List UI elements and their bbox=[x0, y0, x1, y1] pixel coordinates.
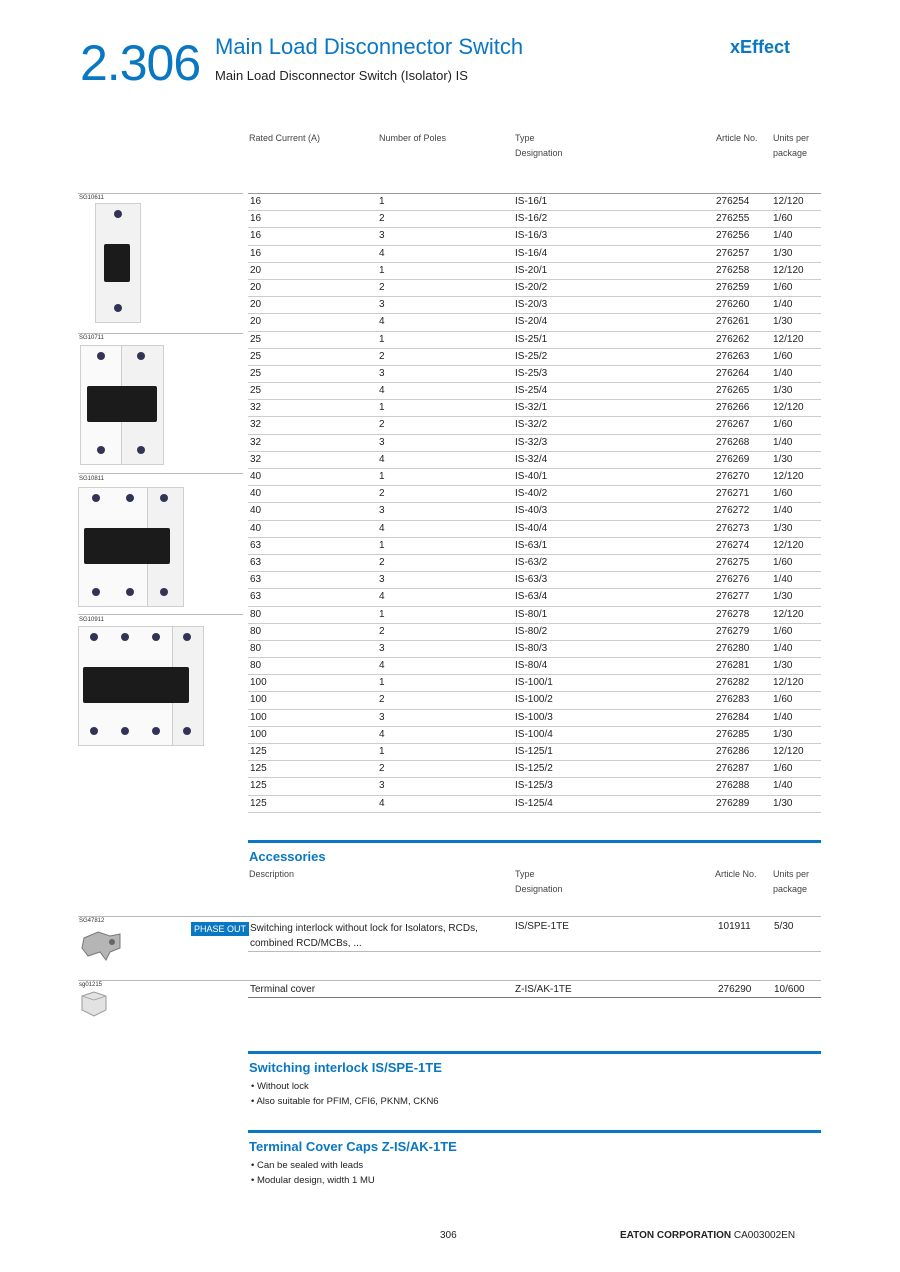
type-cell: IS-20/2 bbox=[515, 281, 548, 293]
accessory-type: IS/SPE-1TE bbox=[515, 921, 569, 932]
image-code: SG10711 bbox=[79, 335, 104, 341]
article-cell: 276278 bbox=[716, 608, 750, 620]
units-cell: 12/120 bbox=[773, 539, 804, 551]
table-row bbox=[248, 658, 821, 675]
units-cell: 1/60 bbox=[773, 556, 793, 568]
type-cell: IS-25/4 bbox=[515, 385, 548, 397]
type-cell: IS-32/2 bbox=[515, 419, 548, 431]
rated-current-cell: 32 bbox=[250, 419, 262, 431]
poles-cell: 4 bbox=[379, 728, 385, 740]
type-cell: IS-80/3 bbox=[515, 642, 548, 654]
type-cell: IS-100/2 bbox=[515, 694, 553, 706]
units-cell: 1/30 bbox=[773, 660, 793, 672]
poles-cell: 2 bbox=[379, 488, 385, 500]
type-cell: IS-40/2 bbox=[515, 488, 548, 500]
type-cell: IS-20/1 bbox=[515, 264, 548, 276]
table-row bbox=[248, 435, 821, 452]
article-cell: 276280 bbox=[716, 642, 750, 654]
units-cell: 1/60 bbox=[773, 763, 793, 775]
table-row bbox=[248, 641, 821, 658]
type-cell: IS-100/1 bbox=[515, 677, 553, 689]
table-row bbox=[248, 744, 821, 761]
rated-current-cell: 125 bbox=[250, 763, 267, 775]
article-cell: 276282 bbox=[716, 677, 750, 689]
type-cell: IS-20/3 bbox=[515, 299, 548, 311]
image-divider bbox=[78, 614, 243, 615]
rated-current-cell: 100 bbox=[250, 677, 267, 689]
type-cell: IS-63/3 bbox=[515, 574, 548, 586]
article-cell: 276261 bbox=[716, 316, 750, 328]
type-cell: IS-16/1 bbox=[515, 196, 548, 207]
rated-current-cell: 125 bbox=[250, 746, 267, 757]
units-cell: 12/120 bbox=[773, 677, 804, 689]
poles-cell: 2 bbox=[379, 350, 385, 362]
article-cell: 276265 bbox=[716, 385, 750, 397]
article-cell: 276285 bbox=[716, 728, 750, 740]
units-cell: 1/40 bbox=[773, 642, 793, 654]
article-cell: 276289 bbox=[716, 797, 750, 809]
rated-current-cell: 40 bbox=[250, 505, 262, 517]
type-cell: IS-32/4 bbox=[515, 453, 548, 465]
list-item-text: Can be sealed with leads bbox=[256, 1160, 364, 1171]
rated-current-cell: 63 bbox=[250, 591, 262, 603]
header-poles: Number of Poles bbox=[379, 133, 447, 143]
accessory-divider bbox=[78, 980, 821, 981]
rated-current-cell: 80 bbox=[250, 608, 262, 620]
type-cell: IS-20/4 bbox=[515, 316, 548, 328]
rated-current-cell: 80 bbox=[250, 625, 262, 637]
list-item-text: Also suitable for PFIM, CFI6, PKNM, CKN6 bbox=[256, 1096, 439, 1107]
table-row bbox=[248, 555, 821, 572]
acc-header-type-line2: Designation bbox=[515, 884, 563, 894]
header-units-line1: Units per bbox=[773, 133, 810, 143]
type-cell: IS-100/4 bbox=[515, 728, 553, 740]
units-cell: 1/40 bbox=[773, 367, 793, 379]
rated-current-cell: 63 bbox=[250, 556, 262, 568]
rated-current-cell: 63 bbox=[250, 574, 262, 586]
acc-header-description: Description bbox=[249, 869, 295, 879]
poles-cell: 3 bbox=[379, 711, 385, 723]
table-row bbox=[248, 469, 821, 486]
page-number: 306 bbox=[440, 1230, 457, 1241]
poles-cell: 4 bbox=[379, 522, 385, 534]
cover-bullets bbox=[251, 1158, 375, 1188]
units-cell: 1/60 bbox=[773, 213, 793, 225]
article-cell: 276288 bbox=[716, 780, 750, 792]
units-cell: 1/30 bbox=[773, 316, 793, 328]
units-cell: 1/40 bbox=[773, 574, 793, 586]
list-item-text: Modular design, width 1 MU bbox=[256, 1175, 375, 1186]
type-cell: IS-32/3 bbox=[515, 436, 548, 448]
terminal-cover-image bbox=[80, 990, 108, 1018]
table-row bbox=[248, 263, 821, 280]
type-cell: IS-40/4 bbox=[515, 522, 548, 534]
list-item: • Can be sealed with leads bbox=[251, 1160, 364, 1171]
article-cell: 276270 bbox=[716, 471, 750, 482]
table-row bbox=[248, 710, 821, 727]
accessory-divider bbox=[78, 916, 821, 917]
list-item: • Also suitable for PFIM, CFI6, PKNM, CKN6 bbox=[251, 1096, 439, 1107]
poles-cell: 1 bbox=[379, 196, 385, 207]
poles-cell: 1 bbox=[379, 402, 385, 414]
table-row bbox=[248, 589, 821, 606]
type-cell: IS-16/2 bbox=[515, 213, 548, 225]
type-cell: IS-32/1 bbox=[515, 402, 548, 414]
poles-cell: 1 bbox=[379, 264, 385, 276]
rated-current-cell: 16 bbox=[250, 247, 262, 259]
units-cell: 12/120 bbox=[773, 264, 804, 276]
type-cell: IS-40/1 bbox=[515, 471, 548, 482]
type-cell: IS-16/3 bbox=[515, 230, 548, 242]
rated-current-cell: 25 bbox=[250, 350, 262, 362]
table-row bbox=[248, 314, 821, 331]
rated-current-cell: 16 bbox=[250, 196, 262, 207]
accessory-article: 276290 bbox=[718, 984, 752, 995]
rated-current-cell: 20 bbox=[250, 316, 262, 328]
units-cell: 1/40 bbox=[773, 436, 793, 448]
units-cell: 12/120 bbox=[773, 471, 804, 482]
poles-cell: 4 bbox=[379, 385, 385, 397]
poles-cell: 4 bbox=[379, 660, 385, 672]
article-cell: 276256 bbox=[716, 230, 750, 242]
switch-4p-image bbox=[78, 626, 204, 746]
table-row bbox=[248, 761, 821, 778]
image-divider bbox=[78, 193, 243, 194]
rated-current-cell: 80 bbox=[250, 660, 262, 672]
image-code: SG10611 bbox=[79, 195, 104, 201]
list-item: • Without lock bbox=[251, 1081, 309, 1092]
type-cell: IS-63/2 bbox=[515, 556, 548, 568]
type-cell: IS-100/3 bbox=[515, 711, 553, 723]
poles-cell: 2 bbox=[379, 625, 385, 637]
units-cell: 1/60 bbox=[773, 350, 793, 362]
table-row bbox=[248, 572, 821, 589]
article-cell: 276284 bbox=[716, 711, 750, 723]
table-row bbox=[248, 675, 821, 692]
switch-2p-image bbox=[80, 345, 164, 465]
poles-cell: 2 bbox=[379, 419, 385, 431]
poles-cell: 3 bbox=[379, 574, 385, 586]
image-code: sg01215 bbox=[79, 982, 103, 988]
rated-current-cell: 20 bbox=[250, 264, 262, 276]
company-name: EATON CORPORATION bbox=[620, 1230, 732, 1241]
footer-company bbox=[620, 1230, 795, 1241]
type-cell: IS-63/1 bbox=[515, 539, 548, 551]
units-cell: 12/120 bbox=[773, 196, 804, 207]
poles-cell: 3 bbox=[379, 642, 385, 654]
header-article: Article No. bbox=[716, 133, 758, 143]
rated-current-cell: 25 bbox=[250, 385, 262, 397]
section-number: 2.306 bbox=[80, 35, 201, 91]
article-cell: 276272 bbox=[716, 505, 750, 517]
type-cell: IS-125/3 bbox=[515, 780, 553, 792]
table-row bbox=[248, 228, 821, 245]
article-cell: 276271 bbox=[716, 488, 750, 500]
header-units-line2: package bbox=[773, 148, 808, 158]
brand-label: xEffect bbox=[730, 37, 791, 57]
phase-out-badge: PHASE OUT bbox=[191, 922, 249, 936]
article-cell: 276281 bbox=[716, 660, 750, 672]
rated-current-cell: 63 bbox=[250, 539, 262, 551]
table-row bbox=[248, 383, 821, 400]
table-row bbox=[248, 521, 821, 538]
units-cell: 1/30 bbox=[773, 247, 793, 259]
article-cell: 276267 bbox=[716, 419, 750, 431]
header-type-line2: Designation bbox=[515, 148, 563, 158]
units-cell: 12/120 bbox=[773, 608, 804, 620]
units-cell: 12/120 bbox=[773, 746, 804, 757]
table-row bbox=[248, 194, 821, 211]
interlock-image bbox=[80, 928, 124, 962]
rated-current-cell: 25 bbox=[250, 367, 262, 379]
poles-cell: 2 bbox=[379, 556, 385, 568]
article-cell: 276255 bbox=[716, 213, 750, 225]
page-subtitle: Main Load Disconnector Switch (Isolator) IS bbox=[215, 68, 468, 83]
table-row bbox=[248, 246, 821, 263]
poles-cell: 1 bbox=[379, 746, 385, 757]
article-cell: 276274 bbox=[716, 539, 750, 551]
table-row bbox=[248, 692, 821, 709]
article-cell: 276262 bbox=[716, 333, 750, 345]
rated-current-cell: 32 bbox=[250, 402, 262, 414]
article-cell: 276276 bbox=[716, 574, 750, 586]
article-cell: 276279 bbox=[716, 625, 750, 637]
poles-cell: 3 bbox=[379, 367, 385, 379]
rated-current-cell: 100 bbox=[250, 711, 267, 723]
table-row bbox=[248, 332, 821, 349]
accessory-units: 10/600 bbox=[774, 984, 805, 995]
poles-cell: 1 bbox=[379, 333, 385, 345]
units-cell: 1/60 bbox=[773, 694, 793, 706]
accessories-heading: Accessories bbox=[249, 849, 326, 864]
poles-cell: 4 bbox=[379, 316, 385, 328]
cover-rule bbox=[248, 1130, 821, 1133]
rated-current-cell: 80 bbox=[250, 642, 262, 654]
type-cell: IS-80/2 bbox=[515, 625, 548, 637]
interlock-rule bbox=[248, 1051, 821, 1054]
table-row bbox=[248, 538, 821, 555]
header-type-line1: Type bbox=[515, 133, 535, 143]
list-item-text: Without lock bbox=[256, 1081, 309, 1092]
units-cell: 1/40 bbox=[773, 711, 793, 723]
product-table bbox=[248, 193, 821, 813]
acc-header-units-line1: Units per bbox=[773, 869, 810, 879]
table-row bbox=[248, 727, 821, 744]
accessory-article: 101911 bbox=[718, 921, 751, 932]
table-row bbox=[248, 349, 821, 366]
poles-cell: 4 bbox=[379, 247, 385, 259]
poles-cell: 3 bbox=[379, 299, 385, 311]
units-cell: 1/30 bbox=[773, 453, 793, 465]
rated-current-cell: 20 bbox=[250, 281, 262, 293]
units-cell: 1/40 bbox=[773, 230, 793, 242]
table-row bbox=[248, 280, 821, 297]
image-code: SG10811 bbox=[79, 476, 104, 482]
units-cell: 1/30 bbox=[773, 522, 793, 534]
units-cell: 1/40 bbox=[773, 780, 793, 792]
table-row bbox=[248, 297, 821, 314]
accessory-desc-line2: combined RCD/MCBs, ... bbox=[250, 938, 362, 949]
rated-current-cell: 40 bbox=[250, 488, 262, 500]
article-cell: 276254 bbox=[716, 196, 750, 207]
article-cell: 276275 bbox=[716, 556, 750, 568]
image-divider bbox=[78, 333, 243, 334]
type-cell: IS-25/2 bbox=[515, 350, 548, 362]
image-divider bbox=[78, 473, 243, 474]
units-cell: 1/40 bbox=[773, 505, 793, 517]
acc-header-type-line1: Type bbox=[515, 869, 535, 879]
acc-header-units bbox=[773, 867, 809, 897]
table-row bbox=[248, 452, 821, 469]
accessories-rule bbox=[248, 840, 821, 843]
table-row bbox=[248, 796, 821, 813]
cover-heading: Terminal Cover Caps Z-IS/AK-1TE bbox=[249, 1139, 457, 1154]
table-row bbox=[248, 486, 821, 503]
accessory-units: 5/30 bbox=[774, 921, 794, 932]
poles-cell: 4 bbox=[379, 591, 385, 603]
units-cell: 1/60 bbox=[773, 419, 793, 431]
accessory-divider bbox=[248, 997, 821, 998]
poles-cell: 4 bbox=[379, 453, 385, 465]
header-units bbox=[773, 131, 809, 161]
article-cell: 276277 bbox=[716, 591, 750, 603]
interlock-heading: Switching interlock IS/SPE-1TE bbox=[249, 1060, 442, 1075]
type-cell: IS-125/1 bbox=[515, 746, 553, 757]
type-cell: IS-63/4 bbox=[515, 591, 548, 603]
image-code: SG10911 bbox=[79, 617, 104, 623]
acc-header-units-line2: package bbox=[773, 884, 808, 894]
type-cell: IS-125/4 bbox=[515, 797, 553, 809]
table-row bbox=[248, 624, 821, 641]
header-rated-current: Rated Current (A) bbox=[249, 133, 321, 143]
poles-cell: 2 bbox=[379, 281, 385, 293]
poles-cell: 1 bbox=[379, 471, 385, 482]
acc-header-article: Article No. bbox=[715, 869, 757, 879]
article-cell: 276286 bbox=[716, 746, 750, 757]
units-cell: 1/60 bbox=[773, 281, 793, 293]
rated-current-cell: 32 bbox=[250, 453, 262, 465]
switch-1p-image bbox=[95, 203, 141, 323]
article-cell: 276260 bbox=[716, 299, 750, 311]
rated-current-cell: 125 bbox=[250, 797, 267, 809]
article-cell: 276283 bbox=[716, 694, 750, 706]
article-cell: 276273 bbox=[716, 522, 750, 534]
accessory-divider bbox=[248, 951, 821, 952]
doc-code: CA003002EN bbox=[733, 1230, 796, 1241]
poles-cell: 2 bbox=[379, 213, 385, 225]
accessory-type: Z-IS/AK-1TE bbox=[515, 984, 572, 995]
poles-cell: 1 bbox=[379, 608, 385, 620]
article-cell: 276259 bbox=[716, 281, 750, 293]
poles-cell: 3 bbox=[379, 230, 385, 242]
poles-cell: 1 bbox=[379, 539, 385, 551]
article-cell: 276258 bbox=[716, 264, 750, 276]
units-cell: 1/30 bbox=[773, 728, 793, 740]
table-row bbox=[248, 211, 821, 228]
type-cell: IS-25/3 bbox=[515, 367, 548, 379]
units-cell: 1/60 bbox=[773, 488, 793, 500]
article-cell: 276257 bbox=[716, 247, 750, 259]
type-cell: IS-125/2 bbox=[515, 763, 553, 775]
poles-cell: 2 bbox=[379, 763, 385, 775]
table-row bbox=[248, 366, 821, 383]
article-cell: 276287 bbox=[716, 763, 750, 775]
switch-3p-image bbox=[78, 487, 184, 607]
rated-current-cell: 25 bbox=[250, 333, 262, 345]
units-cell: 12/120 bbox=[773, 402, 804, 414]
accessory-desc: Terminal cover bbox=[250, 984, 316, 995]
rated-current-cell: 40 bbox=[250, 522, 262, 534]
table-row bbox=[248, 607, 821, 624]
article-cell: 276269 bbox=[716, 453, 750, 465]
units-cell: 1/60 bbox=[773, 625, 793, 637]
poles-cell: 2 bbox=[379, 694, 385, 706]
poles-cell: 3 bbox=[379, 780, 385, 792]
type-cell: IS-80/4 bbox=[515, 660, 548, 672]
units-cell: 1/30 bbox=[773, 385, 793, 397]
type-cell: IS-80/1 bbox=[515, 608, 548, 620]
rated-current-cell: 40 bbox=[250, 471, 262, 482]
article-cell: 276268 bbox=[716, 436, 750, 448]
page-title: Main Load Disconnector Switch bbox=[215, 34, 524, 59]
rated-current-cell: 125 bbox=[250, 780, 267, 792]
rated-current-cell: 100 bbox=[250, 694, 267, 706]
type-cell: IS-16/4 bbox=[515, 247, 548, 259]
units-cell: 1/40 bbox=[773, 299, 793, 311]
type-cell: IS-40/3 bbox=[515, 505, 548, 517]
poles-cell: 3 bbox=[379, 505, 385, 517]
rated-current-cell: 20 bbox=[250, 299, 262, 311]
table-row bbox=[248, 400, 821, 417]
table-row bbox=[248, 503, 821, 520]
article-cell: 276263 bbox=[716, 350, 750, 362]
image-code: SG47812 bbox=[79, 918, 105, 924]
rated-current-cell: 16 bbox=[250, 230, 262, 242]
table-row bbox=[248, 778, 821, 795]
list-item: • Modular design, width 1 MU bbox=[251, 1175, 375, 1186]
units-cell: 1/30 bbox=[773, 797, 793, 809]
header-type bbox=[515, 131, 563, 161]
poles-cell: 1 bbox=[379, 677, 385, 689]
interlock-bullets bbox=[251, 1079, 439, 1109]
acc-header-type bbox=[515, 867, 563, 897]
poles-cell: 4 bbox=[379, 797, 385, 809]
rated-current-cell: 100 bbox=[250, 728, 267, 740]
type-cell: IS-25/1 bbox=[515, 333, 548, 345]
rated-current-cell: 16 bbox=[250, 213, 262, 225]
units-cell: 1/30 bbox=[773, 591, 793, 603]
rated-current-cell: 32 bbox=[250, 436, 262, 448]
units-cell: 12/120 bbox=[773, 333, 804, 345]
accessory-desc-line1: Switching interlock without lock for Isolators, RCDs, bbox=[250, 923, 478, 934]
poles-cell: 3 bbox=[379, 436, 385, 448]
article-cell: 276264 bbox=[716, 367, 750, 379]
accessory-desc bbox=[250, 921, 478, 951]
article-cell: 276266 bbox=[716, 402, 750, 414]
table-row bbox=[248, 417, 821, 434]
